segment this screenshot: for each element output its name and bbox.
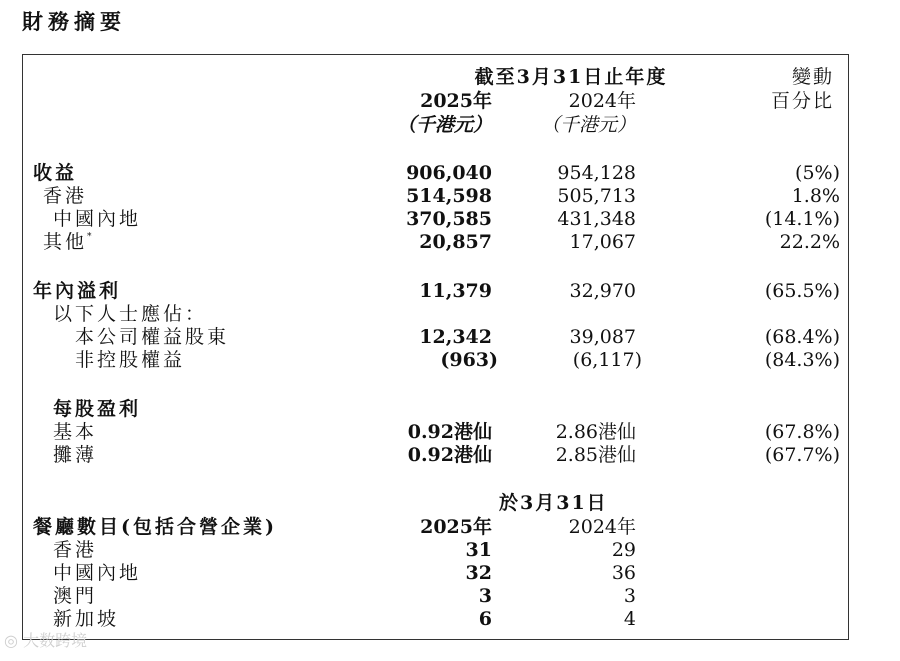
watermark-text: 大数跨境 xyxy=(23,631,88,650)
revenue-row-2025: 514,598 xyxy=(406,185,492,207)
restaurants-row-2024: 29 xyxy=(611,539,636,561)
col-2024-unit: （千港元） xyxy=(540,114,636,136)
col-2024-header: 2024年 xyxy=(568,90,636,112)
revenue-2024: 954,128 xyxy=(557,162,636,184)
restaurants-row-2024: 36 xyxy=(611,562,636,584)
revenue-row-label: 香港 xyxy=(43,185,88,207)
revenue-row-label xyxy=(43,231,95,253)
restaurants-row-label: 澳門 xyxy=(53,585,98,607)
restaurants-row-label: 新加坡 xyxy=(53,608,120,630)
change-header-line2: 百分比 xyxy=(770,90,834,112)
revenue-row-label-text: 其他 xyxy=(43,231,88,253)
profit-row-2025: (963) xyxy=(440,349,498,371)
restaurants-row-2025: 6 xyxy=(478,608,492,630)
eps-row-2025: 0.92港仙 xyxy=(407,444,492,466)
restaurants-row-2025: 32 xyxy=(465,562,492,584)
profit-row-label: 本公司權益股東 xyxy=(75,326,230,348)
watermark-logo-icon: ◎ xyxy=(4,631,18,650)
restaurants-row-2024: 3 xyxy=(623,585,636,607)
revenue-change: (5%) xyxy=(795,162,840,184)
page-title: 財務摘要 xyxy=(22,9,126,34)
col-2025-unit: （千港元） xyxy=(396,114,492,136)
eps-row-2024: 2.86港仙 xyxy=(555,421,636,443)
eps-row-2024: 2.85港仙 xyxy=(555,444,636,466)
profit-row-2025: 12,342 xyxy=(419,326,492,348)
eps-row-label: 攤薄 xyxy=(53,444,98,466)
col-2025-header: 2025年 xyxy=(420,90,492,112)
eps-row-change: (67.7%) xyxy=(764,444,840,466)
attributable-label: 以下人士應佔： xyxy=(53,303,208,325)
revenue-row-change: 22.2% xyxy=(779,231,840,253)
restaurants-row-label: 中國內地 xyxy=(53,562,142,584)
restaurants-row-2025: 3 xyxy=(478,585,492,607)
revenue-row-2024: 17,067 xyxy=(569,231,636,253)
period-header: 截至3月31日止年度 xyxy=(474,66,668,88)
profit-2025: 11,379 xyxy=(419,280,492,302)
revenue-2025: 906,040 xyxy=(406,162,492,184)
financial-summary-table xyxy=(22,54,849,640)
eps-row-2025: 0.92港仙 xyxy=(407,421,492,443)
revenue-row-2024: 431,348 xyxy=(557,208,636,230)
revenue-row-2025: 370,585 xyxy=(406,208,492,230)
restaurants-row-2024: 4 xyxy=(623,608,636,630)
revenue-row-change: 1.8% xyxy=(791,185,840,207)
footnote-mark: * xyxy=(87,232,95,242)
profit-label: 年內溢利 xyxy=(33,280,122,302)
profit-row-change: (84.3%) xyxy=(764,349,840,371)
profit-row-2024: (6,117) xyxy=(572,349,642,371)
eps-row-label: 基本 xyxy=(53,421,98,443)
profit-change: (65.5%) xyxy=(764,280,840,302)
watermark xyxy=(4,628,87,651)
revenue-row-2025: 20,857 xyxy=(419,231,492,253)
eps-label: 每股盈利 xyxy=(53,398,142,420)
change-header-line1: 變動 xyxy=(791,66,834,88)
profit-row-2024: 39,087 xyxy=(569,326,636,348)
restaurants-col-2024: 2024年 xyxy=(568,516,636,538)
revenue-label: 收益 xyxy=(33,162,78,184)
restaurants-row-label: 香港 xyxy=(53,539,98,561)
eps-row-change: (67.8%) xyxy=(764,421,840,443)
as-at-header: 於3月31日 xyxy=(499,492,608,514)
restaurants-row-2025: 31 xyxy=(465,539,492,561)
profit-2024: 32,970 xyxy=(569,280,636,302)
profit-row-change: (68.4%) xyxy=(764,326,840,348)
revenue-row-label: 中國內地 xyxy=(53,208,142,230)
profit-row-label: 非控股權益 xyxy=(75,349,186,371)
revenue-row-change: (14.1%) xyxy=(764,208,840,230)
restaurants-label: 餐廳數目(包括合營企業) xyxy=(33,516,277,538)
revenue-row-2024: 505,713 xyxy=(557,185,636,207)
restaurants-col-2025: 2025年 xyxy=(420,516,492,538)
